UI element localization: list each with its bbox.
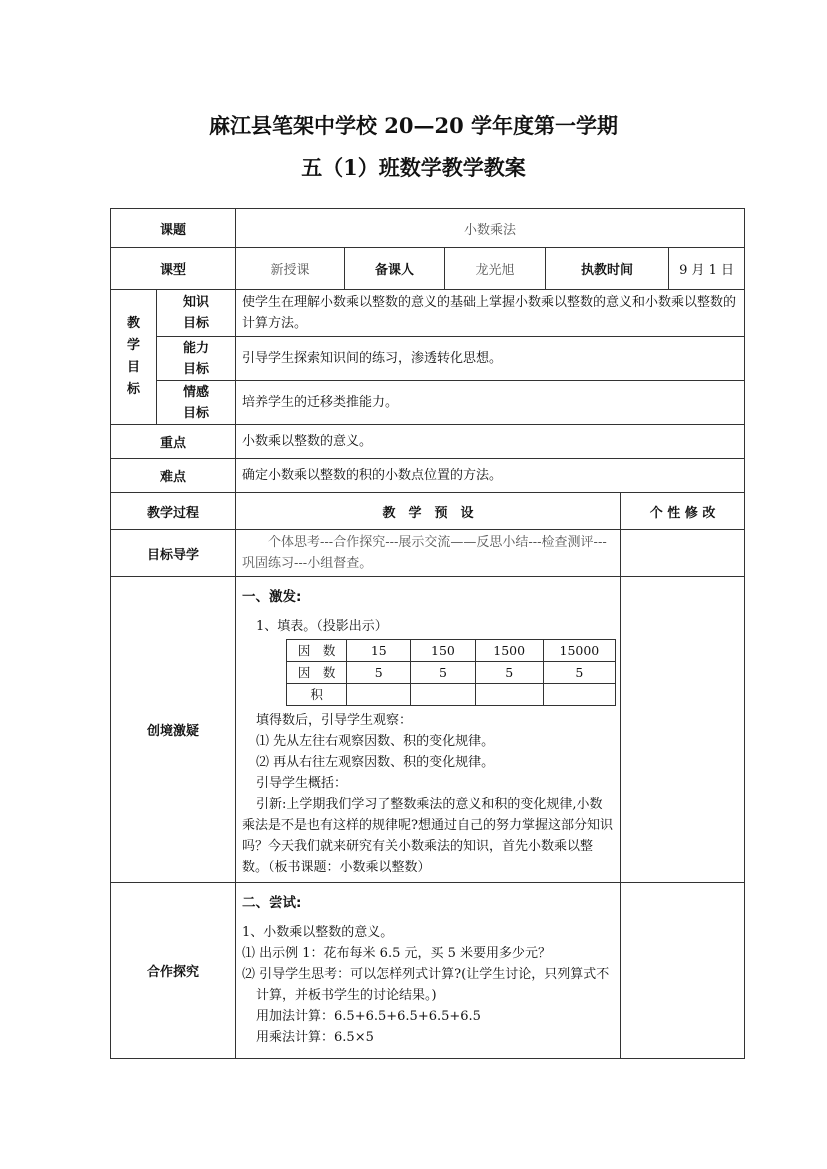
preparer-label: 备课人 <box>345 248 445 290</box>
stage2-modify-cell <box>621 883 745 1059</box>
stage1-content <box>236 577 621 883</box>
knowledge-goal-label <box>157 290 236 337</box>
table-cell <box>347 684 411 706</box>
stage2-content <box>236 883 621 1059</box>
label-line: 能力 <box>183 340 210 356</box>
stage1-intro: 引新:上学期我们学习了整数乘法的意义和积的变化规律,小数乘法是不是也有这样的规律呢?想通过自己的努力掌握这部分知识吗？今天我们就来研究有关小数乘法的知识，首先小数乘以整数。（板书课题：小数乘以整数） <box>242 797 613 875</box>
goal-row-emotion <box>111 381 745 425</box>
goal-row-knowledge <box>111 290 745 337</box>
difficulty-row <box>111 459 745 493</box>
stage1-step1: ⑴ 先从左往右观察因数、积的变化规律。 <box>256 734 495 749</box>
goals-label-char: 目 <box>126 360 140 375</box>
process-header-row <box>111 493 745 530</box>
table-cell: 5 <box>411 662 475 684</box>
label-line: 目标 <box>183 405 210 421</box>
label-line: 目标 <box>183 316 210 331</box>
table-cell: 积 <box>287 684 347 706</box>
difficulty-text: 确定小数乘以整数的积的小数点位置的方法。 <box>236 459 745 493</box>
stage1-line1: 1、填表。（投影出示） <box>256 619 388 634</box>
emotion-goal-label <box>157 381 236 425</box>
table-cell <box>543 684 615 706</box>
goals-label-char: 教 <box>126 316 140 331</box>
type-label: 课型 <box>111 248 236 290</box>
topic-value: 小数乘法 <box>236 209 745 248</box>
preparer-value: 龙光旭 <box>445 248 546 290</box>
label-line: 目标 <box>183 361 210 377</box>
label-line: 知识 <box>183 295 210 310</box>
table-cell: 因 数 <box>287 640 347 662</box>
modify-header: 个 性 修 改 <box>621 493 745 530</box>
table-cell: 15 <box>347 640 411 662</box>
stage1-label: 创境激疑 <box>111 577 236 883</box>
ability-goal-text: 引导学生探索知识间的练习，渗透转化思想。 <box>236 337 745 381</box>
stage1-after-fill: 填得数后，引导学生观察： <box>256 713 413 728</box>
emotion-goal-text: 培养学生的迁移类推能力。 <box>236 381 745 425</box>
table-cell: 5 <box>543 662 615 684</box>
key-point-row <box>111 425 745 459</box>
factor-row-2 <box>287 662 616 684</box>
stage2-line5: 用乘法计算：6.5×5 <box>256 1030 374 1045</box>
guide-text: 个体思考---合作探究---展示交流——反思小结---检查测评---巩固练习---小组督查。 <box>236 530 621 577</box>
document-title: 麻江县笔架中学校 20—20 学年度第一学期 <box>208 113 619 138</box>
stage1-modify-cell <box>621 577 745 883</box>
stage2-label: 合作探究 <box>111 883 236 1059</box>
table-cell <box>411 684 475 706</box>
date-label: 执教时间 <box>546 248 669 290</box>
table-cell <box>475 684 543 706</box>
guide-label: 目标导学 <box>111 530 236 577</box>
date-value: 9 月 1 日 <box>669 248 745 290</box>
label-line: 情感 <box>183 384 210 400</box>
stage1-summary: 引导学生概括： <box>256 776 348 791</box>
table-cell: 150 <box>411 640 475 662</box>
table-cell: 因 数 <box>287 662 347 684</box>
type-value: 新授课 <box>236 248 345 290</box>
goals-label <box>111 290 157 425</box>
stage2-line1: 1、小数乘以整数的意义。 <box>242 925 394 940</box>
topic-row <box>111 209 745 248</box>
difficulty-label: 难点 <box>111 459 236 493</box>
stage1-row <box>111 577 745 883</box>
goal-row-ability <box>111 337 745 381</box>
table-cell: 5 <box>475 662 543 684</box>
lesson-plan-table <box>110 208 745 1059</box>
factor-row-1 <box>287 640 616 662</box>
design-header: 教 学 预 设 <box>236 493 621 530</box>
stage2-heading: 二、尝试: <box>242 895 302 911</box>
goals-label-char: 标 <box>126 382 140 397</box>
stage1-heading: 一、激发: <box>242 589 302 605</box>
table-cell: 5 <box>347 662 411 684</box>
topic-label: 课题 <box>111 209 236 248</box>
knowledge-goal-text: 使学生在理解小数乘以整数的意义的基础上掌握小数乘以整数的意义和小数乘以整数的计算方法。 <box>236 290 745 337</box>
table-cell: 1500 <box>475 640 543 662</box>
factor-table <box>286 639 616 706</box>
stage2-line3: ⑵ 引导学生思考：可以怎样列式计算?(让学生讨论，只列算式不计算，并板书学生的讨论结果。) <box>242 967 610 1003</box>
ability-goal-label <box>157 337 236 381</box>
stage1-step2: ⑵ 再从右往左观察因数、积的变化规律。 <box>256 755 495 770</box>
guide-row <box>111 530 745 577</box>
stage2-line2: ⑴ 出示例 1：花布每米 6.5 元，买 5 米要用多少元？ <box>242 946 552 961</box>
process-label: 教学过程 <box>111 493 236 530</box>
document-subtitle: 五（1）班数学教学教案 <box>301 155 526 180</box>
key-point-label: 重点 <box>111 425 236 459</box>
stage2-row <box>111 883 745 1059</box>
guide-modify-cell <box>621 530 745 577</box>
table-cell: 15000 <box>543 640 615 662</box>
product-row <box>287 684 616 706</box>
type-row <box>111 248 745 290</box>
goals-label-char: 学 <box>126 338 140 353</box>
stage2-line4: 用加法计算：6.5+6.5+6.5+6.5+6.5 <box>256 1009 481 1024</box>
key-point-text: 小数乘以整数的意义。 <box>236 425 745 459</box>
